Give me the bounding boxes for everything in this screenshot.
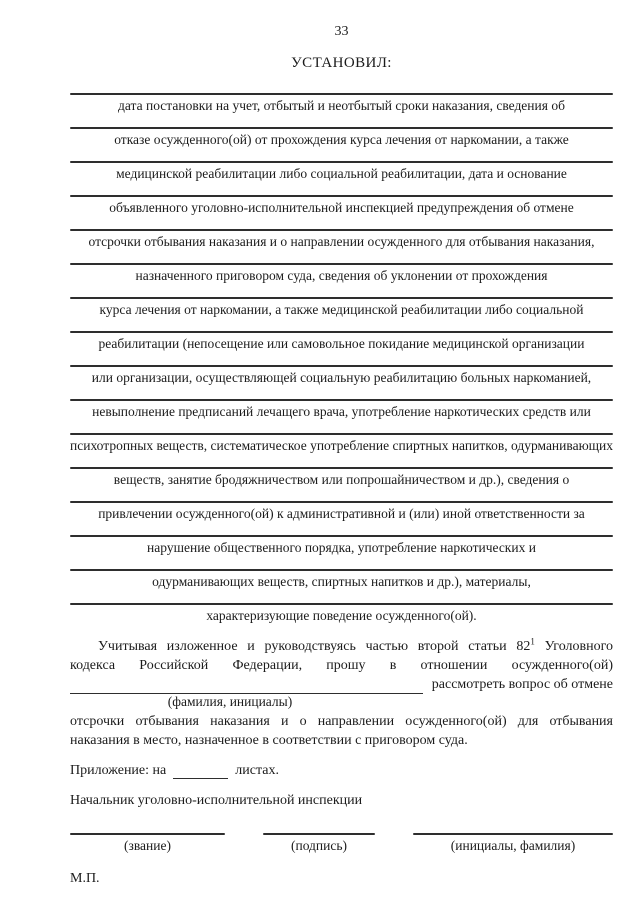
document-content (70, 0, 613, 887)
form-line-caption: одурманивающих веществ, спиртных напитков и др.), материалы, (152, 574, 531, 589)
attachment-line (70, 763, 613, 779)
fill-in-line (70, 501, 613, 503)
form-line-caption: психотропных веществ, систематическое употребление спиртных напитков, одурманивающих (70, 438, 614, 453)
form-line-caption: объявленного уголовно-исполнительной инспекцией предупреждения об отмене (109, 200, 574, 215)
form-line-caption: невыполнение предписаний лечащего врача, употребление наркотических средств или (92, 404, 591, 419)
fill-in-line (70, 535, 613, 537)
fill-in-line (70, 195, 613, 197)
form-blank-line (70, 195, 613, 229)
signature-caption: (подпись) (290, 838, 348, 853)
request-paragraph-line-3: рассмотреть вопрос об отмене (431, 677, 613, 692)
request-paragraph-line-4: отсрочки отбывания наказания и о направлении осужденного(ой) для отбывания (70, 714, 613, 729)
signature-block (70, 833, 613, 854)
form-line-caption: отказе осужденного(ой) от прохождения курса лечения от наркомании, а также (114, 132, 569, 147)
form-line-caption: курса лечения от наркомании, а также медицинской реабилитации либо социальной (99, 302, 584, 317)
fill-in-line (70, 93, 613, 95)
form-blank-lines-section (70, 93, 613, 637)
request-paragraph-line-2: кодекса Российской Федерации, прошу в отношении осужденного(ой) (70, 658, 613, 673)
request-paragraph-line-5: наказания в место, назначенное в соответствии с приговором суда. (70, 733, 468, 748)
form-line-caption: назначенного приговором суда, сведения об уклонении от прохождения (135, 268, 548, 283)
stamp-placeholder: М.П. (70, 871, 100, 886)
official-title: Начальник уголовно-исполнительной инспекции (70, 793, 363, 808)
initials-caption: (инициалы, фамилия) (450, 838, 576, 853)
article-superscript: 1 (530, 636, 535, 647)
form-blank-line (70, 399, 613, 433)
fill-in-line (70, 365, 613, 367)
attachment-sheets-label: листах. (235, 763, 279, 778)
form-line-caption: медицинской реабилитации либо социальной реабилитации, дата и основание (116, 166, 567, 181)
name-blank-caption: (фамилия, инициалы) (167, 694, 293, 709)
fill-in-line (70, 603, 613, 605)
fill-in-line (70, 229, 613, 231)
fill-in-line (70, 331, 613, 333)
name-fill-in-line (70, 679, 423, 694)
form-blank-line (70, 569, 613, 603)
rank-caption: (звание) (124, 838, 171, 853)
signature-field-signature (263, 833, 375, 854)
form-blank-line (70, 467, 613, 501)
rank-fill-in-line (70, 833, 225, 835)
attachment-label: Приложение: на (70, 763, 167, 778)
request-text-before-superscript: Учитывая изложенное и руководствуясь частью второй статьи 82 (98, 639, 531, 654)
document-heading: УСТАНОВИЛ: (291, 55, 392, 71)
fill-in-line (70, 297, 613, 299)
form-line-caption: реабилитации (непосещение или самовольное покидание медицинской организации (98, 336, 585, 351)
form-blank-line (70, 501, 613, 535)
request-paragraph (70, 637, 613, 750)
fill-in-line (70, 127, 613, 129)
fill-in-line (70, 569, 613, 571)
signature-field-rank (70, 833, 225, 854)
form-blank-line (70, 603, 613, 637)
form-blank-line (70, 93, 613, 127)
form-blank-line (70, 535, 613, 569)
form-blank-line (70, 263, 613, 297)
request-paragraph-line-1 (70, 637, 613, 656)
fill-in-line (70, 399, 613, 401)
form-line-caption: дата постановки на учет, отбытый и неотбытый сроки наказания, сведения об (118, 98, 565, 113)
signature-fill-in-line (263, 833, 375, 835)
name-blank-row (70, 675, 613, 694)
fill-in-line (70, 263, 613, 265)
form-blank-line (70, 161, 613, 195)
form-blank-line (70, 229, 613, 263)
sheets-count-fill-in-line (173, 765, 228, 779)
fill-in-line (70, 161, 613, 163)
form-blank-line (70, 331, 613, 365)
initials-fill-in-line (413, 833, 613, 835)
request-text-after-superscript: Уголовного (534, 639, 613, 654)
request-paragraph-continued (70, 712, 613, 750)
form-line-caption: нарушение общественного порядка, употребление наркотических и (147, 540, 536, 555)
page-number: 33 (334, 24, 349, 39)
signature-field-initials (413, 833, 613, 854)
form-line-caption: или организации, осуществляющей социальную реабилитацию больных наркоманией, (91, 370, 592, 385)
fill-in-line (70, 433, 613, 435)
form-line-caption: привлечении осужденного(ой) к административной и (или) иной ответственности за (98, 506, 585, 521)
form-line-caption: отсрочки отбывания наказания и о направлении осужденного для отбывания наказания, (88, 234, 595, 249)
form-blank-line (70, 127, 613, 161)
form-line-caption: характеризующие поведение осужденного(ой). (206, 608, 477, 623)
form-blank-line (70, 297, 613, 331)
form-line-caption: веществ, занятие бродяжничеством или попрошайничеством и др.), сведения о (113, 472, 570, 487)
form-blank-line (70, 365, 613, 399)
fill-in-line (70, 467, 613, 469)
form-blank-line (70, 433, 613, 467)
